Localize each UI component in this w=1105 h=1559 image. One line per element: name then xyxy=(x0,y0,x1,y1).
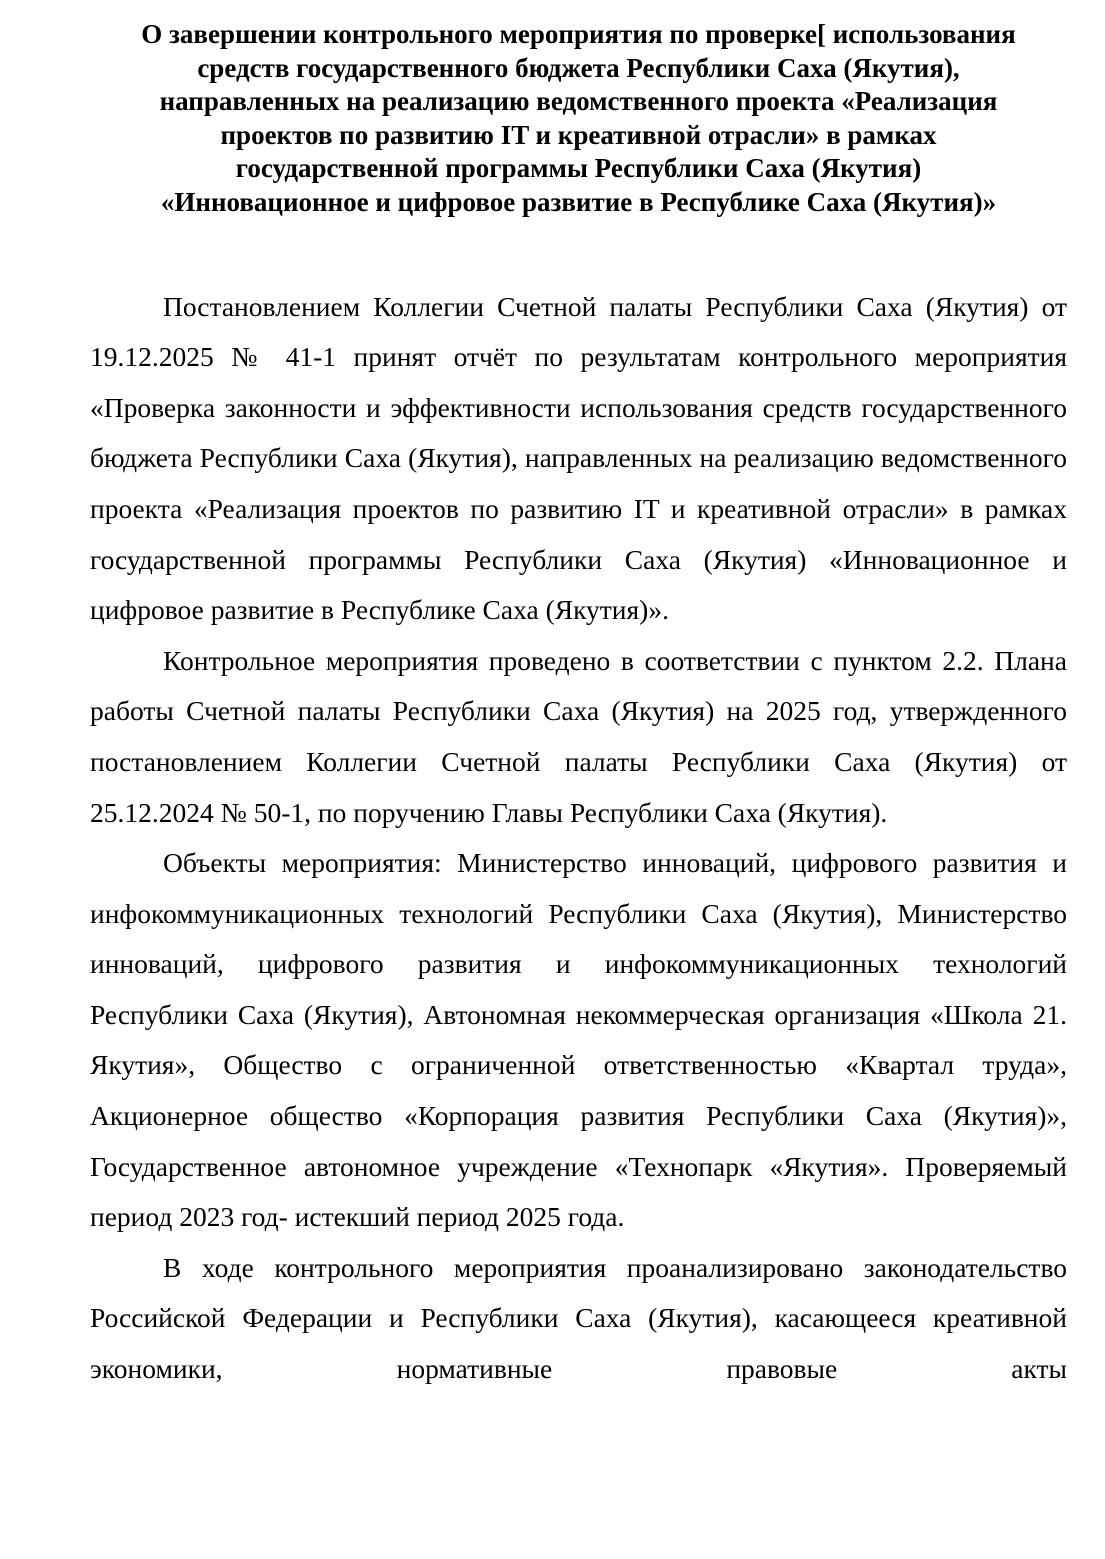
document-body xyxy=(90,282,1067,1395)
document-title xyxy=(90,18,1067,220)
title-line: проектов по развитию IT и креативной отрасли» в рамках xyxy=(220,119,937,150)
title-line: О завершении контрольного мероприятия по проверке[ использования xyxy=(141,19,1016,49)
title-line: средств государственного бюджета Республики Саха (Якутия), xyxy=(197,52,960,83)
title-line: «Инновационное и цифровое развитие в Республике Саха (Якутия)» xyxy=(160,186,997,217)
title-line: государственной программы Республики Саха (Якутия) xyxy=(235,153,922,184)
paragraph-basis: Контрольное мероприятия проведено в соответствии с пунктом 2.2. Плана работы Счетной палаты Республики Саха (Якутия) на 2025 год, утвержденного постановлением Коллегии Счетной палаты Республики Саха (Якутия) от 25.12.2024 № 50-1, по поручению Главы Республики Саха (Якутия). xyxy=(90,644,1067,828)
document-page xyxy=(90,18,1067,1395)
paragraph-analysis: В ходе контрольного мероприятия проанализировано законодательство Российской Федерации и Республики Саха (Якутия), касающееся креативной экономики, нормативные правовые акты xyxy=(90,1251,1067,1385)
paragraph-objects: Объекты мероприятия: Министерство инноваций, цифрового развития и инфокоммуникационных технологий Республики Саха (Якутия), Министерство инноваций, цифрового развития и инфокоммуникационных технологий Республики Саха (Якутия), Автономная некоммерческая организация «Школа 21. Якутия», Общество с ограниченной ответственностью «Квартал труда», Акционерное общество «Корпорация развития Республики Саха (Якутия)», Государственное автономное учреждение «Технопарк «Якутия». Проверяемый период 2023 год- истекший период 2025 года. xyxy=(90,847,1067,1233)
title-line: направленных на реализацию ведомственного проекта «Реализация xyxy=(159,86,998,117)
paragraph-resolution: Постановлением Коллегии Счетной палаты Республики Саха (Якутия) от 19.12.2025 № 41-1 принят отчёт по результатам контрольного мероприятия «Проверка законности и эффективности использования средств государственного бюджета Республики Саха (Якутия), направленных на реализацию ведомственного проекта «Реализация проектов по развитию IT и креативной отрасли» в рамках государственной программы Республики Саха (Якутия) «Инновационное и цифровое развитие в Республике Саха (Якутия)». xyxy=(90,290,1067,626)
